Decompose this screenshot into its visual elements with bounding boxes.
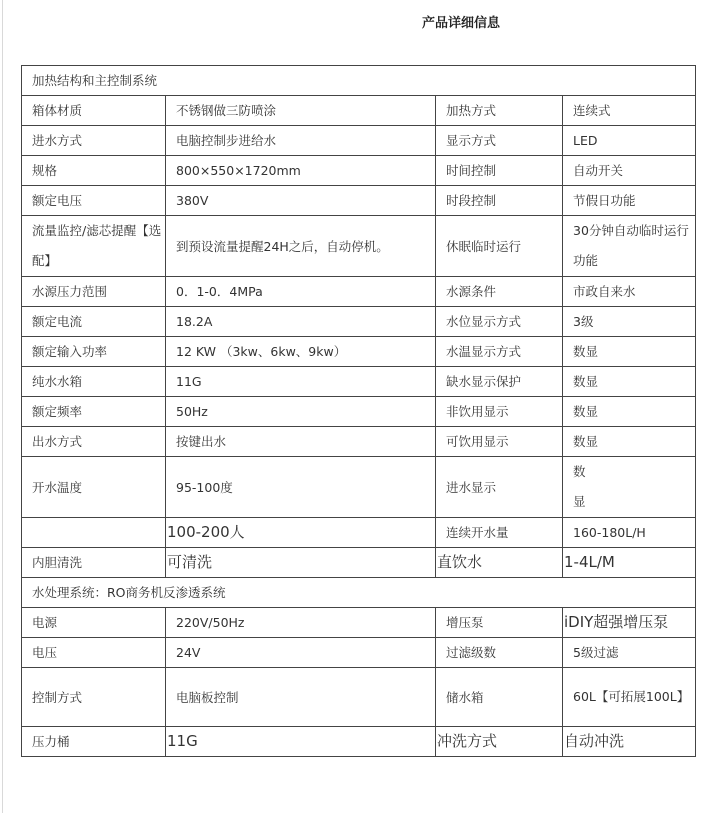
spec-value: 380V	[166, 186, 436, 216]
spec-label: 额定输入功率	[22, 337, 166, 367]
spec-value: 95-100度	[166, 457, 436, 518]
spec-label: 水温显示方式	[436, 337, 563, 367]
table-row	[22, 668, 696, 727]
spec-label	[22, 518, 166, 548]
product-spec-table	[21, 65, 696, 757]
spec-label: 非饮用显示	[436, 397, 563, 427]
spec-label: 连续开水量	[436, 518, 563, 548]
table-row	[22, 96, 696, 126]
spec-value: 数显	[563, 457, 696, 518]
table-row	[22, 608, 696, 638]
left-border-line	[2, 0, 3, 813]
spec-label: 电源	[22, 608, 166, 638]
spec-label: 显示方式	[436, 126, 563, 156]
spec-value: 电脑控制步进给水	[166, 126, 436, 156]
spec-value: 11G	[166, 367, 436, 397]
table-row	[22, 126, 696, 156]
spec-label: 额定电流	[22, 307, 166, 337]
spec-label: 可饮用显示	[436, 427, 563, 457]
spec-label: 过滤级数	[436, 638, 563, 668]
spec-label: 水位显示方式	[436, 307, 563, 337]
spec-value: 市政自来水	[563, 277, 696, 307]
spec-label: 储水箱	[436, 668, 563, 727]
spec-label: 电压	[22, 638, 166, 668]
spec-value: 自动开关	[563, 156, 696, 186]
table-row	[22, 367, 696, 397]
table-row	[22, 457, 696, 518]
spec-label: 水源条件	[436, 277, 563, 307]
section-title-water-treatment: 水处理系统：RO商务机反渗透系统	[22, 578, 696, 608]
spec-value: 数显	[563, 337, 696, 367]
spec-label: 内胆清洗	[22, 548, 166, 578]
spec-value: 电脑板控制	[166, 668, 436, 727]
spec-label: 规格	[22, 156, 166, 186]
spec-label: 进水方式	[22, 126, 166, 156]
spec-value: LED	[563, 126, 696, 156]
spec-value: 100-200人	[166, 518, 436, 548]
spec-label: 出水方式	[22, 427, 166, 457]
spec-value: 可清洗	[166, 548, 436, 578]
spec-value: iDIY超强增压泵	[563, 608, 696, 638]
table-row	[22, 518, 696, 548]
table-row	[22, 337, 696, 367]
spec-value: 3级	[563, 307, 696, 337]
spec-value: 自动冲洗	[563, 727, 696, 757]
spec-value: 到预设流量提醒24H之后，自动停机。	[166, 216, 436, 277]
spec-value: 12 KW （3kw、6kw、9kw）	[166, 337, 436, 367]
section-header-row	[22, 578, 696, 608]
spec-label: 加热方式	[436, 96, 563, 126]
table-row	[22, 216, 696, 277]
spec-value: 11G	[166, 727, 436, 757]
spec-value: 60L【可拓展100L】	[563, 668, 696, 727]
spec-value: 5级过滤	[563, 638, 696, 668]
table-row	[22, 277, 696, 307]
spec-label: 流量监控/滤芯提醒【选配】	[22, 216, 166, 277]
table-row	[22, 397, 696, 427]
spec-label: 时段控制	[436, 186, 563, 216]
spec-label: 增压泵	[436, 608, 563, 638]
spec-value: 50Hz	[166, 397, 436, 427]
page-title: 产品详细信息	[421, 16, 500, 31]
table-row	[22, 186, 696, 216]
table-row	[22, 727, 696, 757]
spec-label: 箱体材质	[22, 96, 166, 126]
table-row	[22, 548, 696, 578]
spec-value: 160-180L/H	[563, 518, 696, 548]
spec-value: 0．1-0．4MPa	[166, 277, 436, 307]
spec-label: 纯水水箱	[22, 367, 166, 397]
spec-value: 节假日功能	[563, 186, 696, 216]
spec-label: 直饮水	[436, 548, 563, 578]
spec-value: 1-4L/M	[563, 548, 696, 578]
spec-label: 开水温度	[22, 457, 166, 518]
spec-value: 按键出水	[166, 427, 436, 457]
table-row	[22, 638, 696, 668]
spec-value: 18.2A	[166, 307, 436, 337]
spec-value: 不锈钢做三防喷涂	[166, 96, 436, 126]
section-title-heating: 加热结构和主控制系统	[22, 66, 696, 96]
spec-value: 800×550×1720mm	[166, 156, 436, 186]
table-row	[22, 156, 696, 186]
spec-value: 连续式	[563, 96, 696, 126]
table-row	[22, 427, 696, 457]
spec-label: 冲洗方式	[436, 727, 563, 757]
spec-label: 额定电压	[22, 186, 166, 216]
spec-label: 控制方式	[22, 668, 166, 727]
spec-label: 时间控制	[436, 156, 563, 186]
spec-label: 缺水显示保护	[436, 367, 563, 397]
spec-value: 数显	[563, 397, 696, 427]
spec-value: 数显	[563, 367, 696, 397]
spec-label: 进水显示	[436, 457, 563, 518]
spec-label: 休眠临时运行	[436, 216, 563, 277]
spec-label: 压力桶	[22, 727, 166, 757]
spec-value: 220V/50Hz	[166, 608, 436, 638]
table-row	[22, 307, 696, 337]
spec-label: 额定频率	[22, 397, 166, 427]
spec-value: 24V	[166, 638, 436, 668]
section-header-row	[22, 66, 696, 96]
spec-label: 水源压力范围	[22, 277, 166, 307]
spec-value: 数显	[563, 427, 696, 457]
spec-value: 30分钟自动临时运行功能	[563, 216, 696, 277]
